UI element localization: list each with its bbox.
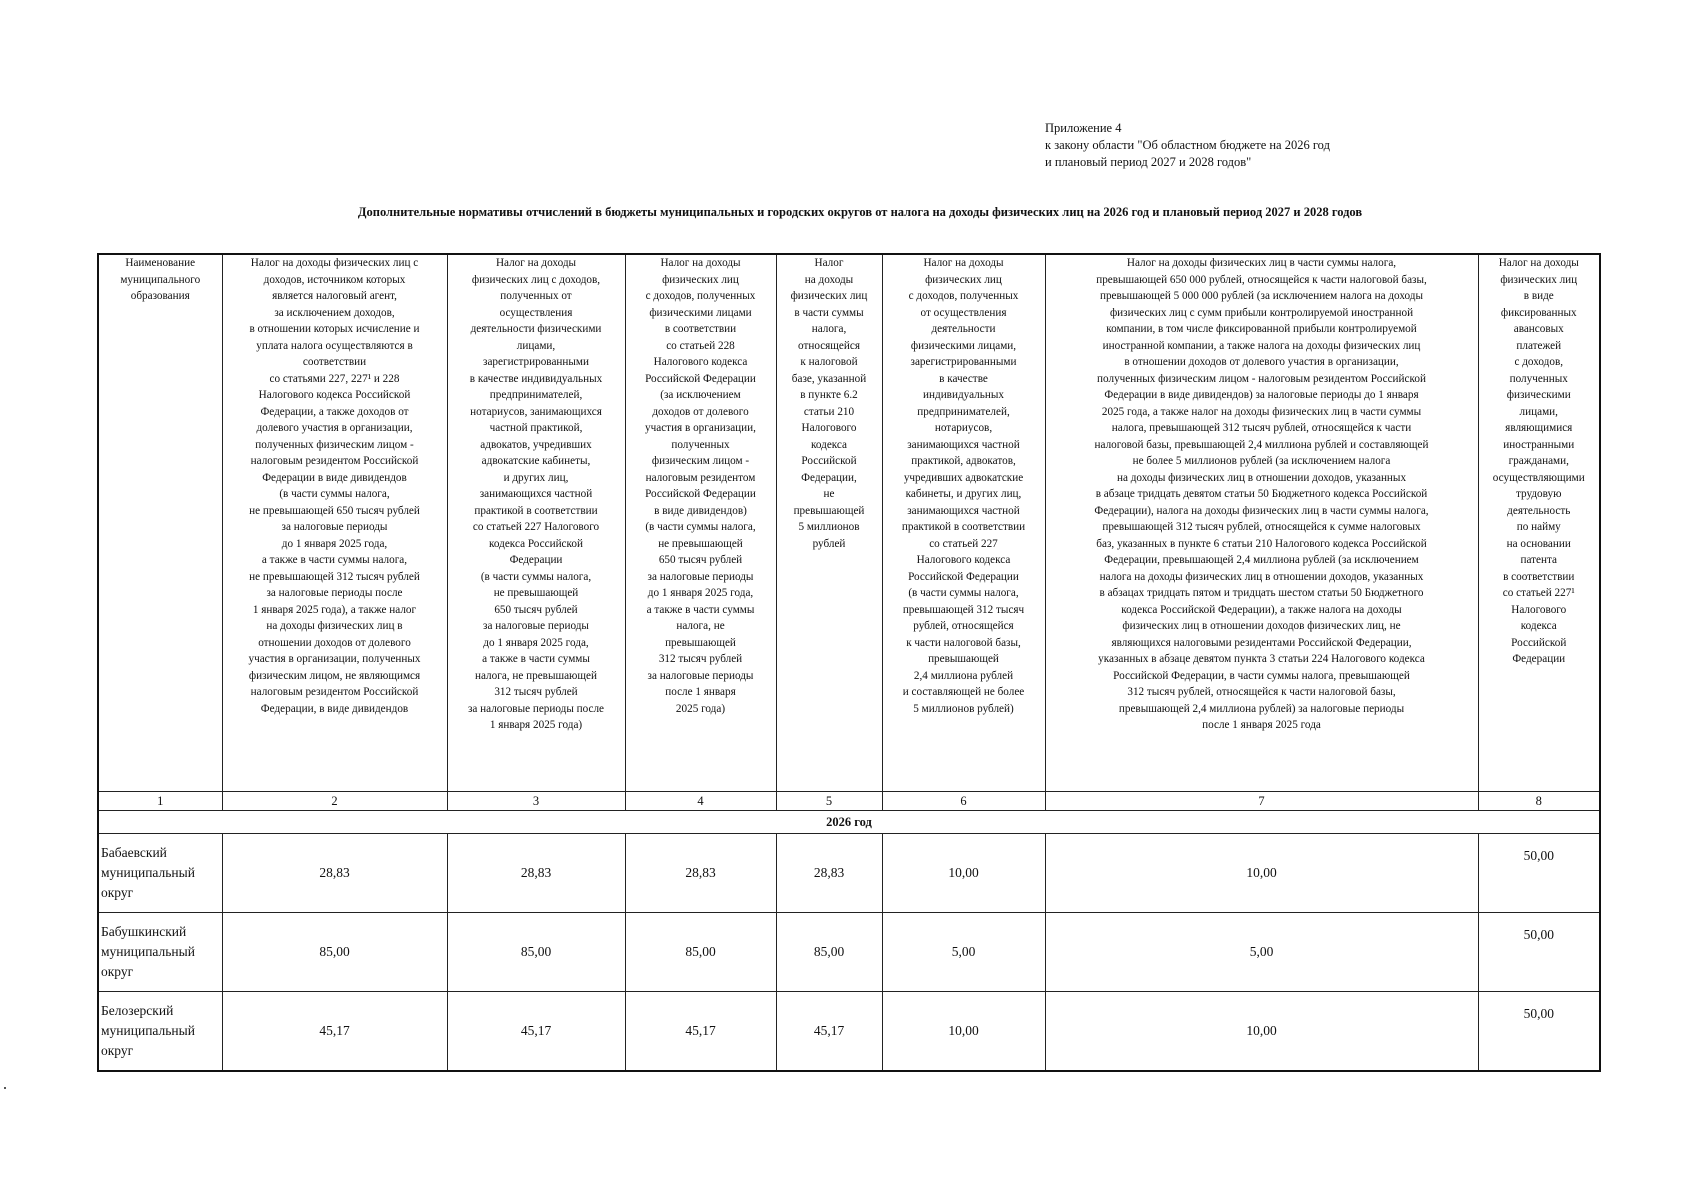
table-row (98, 913, 1600, 992)
appendix-line-1: Приложение 4 (1045, 121, 1122, 135)
column-number: 3 (447, 792, 625, 811)
column-header-text: Налог на доходы физических лиц с доходов, источником которых является налоговый агент, за исключением доходов, в отношении которых исчисление и уплата налога осуществляются в соответствии со статьями 227, 227¹ и 228 Налогового кодекса Российской Федерации, а также доходов от долевого участия в организации, полученных физическим лицом - налоговым резидентом Российской Федерации в виде дивидендов (в части суммы налога, не превышающей 650 тысяч рублей за налоговые периоды до 1 января 2025 года, а также в части суммы налога, не превышающей 312 тысяч рублей за налоговые периоды после 1 января 2025 года), а также налог на доходы физических лиц в отношении доходов от долевого участия в организации, полученных физическим лицом, не являющимся налоговым резидентом Российской Федерации, в виде дивидендов (248, 257, 421, 715)
column-header (447, 254, 625, 792)
appendix-note (1045, 120, 1330, 171)
table-cell: 85,00 (776, 913, 882, 992)
table-cell: 50,00 (1478, 834, 1600, 913)
column-number: 6 (882, 792, 1045, 811)
column-number: 4 (625, 792, 776, 811)
table-cell: 10,00 (1045, 834, 1478, 913)
table-cell: 45,17 (776, 992, 882, 1072)
column-header (882, 254, 1045, 792)
scan-mark (4, 1087, 6, 1089)
column-header-text: Налог на доходы физических лиц с доходов, полученных физическими лицами в соответствии со статьей 228 Налогового кодекса Российской Федерации (за исключением доходов от долевого участия в организации, полученных физическим лицом - налоговым резидентом Российской Федерации в виде дивидендов) (в части суммы налога, не превышающей 650 тысяч рублей за налоговые периоды до 1 января 2025 года, а также в части суммы налога, не превышающей 312 тысяч рублей за налоговые периоды после 1 января 2025 года) (645, 257, 756, 715)
norms-table (97, 253, 1601, 1072)
column-number: 7 (1045, 792, 1478, 811)
table-cell: 28,83 (776, 834, 882, 913)
table-row (98, 834, 1600, 913)
column-number: 5 (776, 792, 882, 811)
header-row (98, 254, 1600, 792)
column-header (98, 254, 222, 792)
table-cell: 85,00 (625, 913, 776, 992)
table-cell: 85,00 (222, 913, 447, 992)
column-header-text: Налог на доходы физических лиц в части суммы налога, относящейся к налоговой базе, указанной в пункте 6.2 статьи 210 Налогового кодекса Российской Федерации, не превышающей 5 миллионов рублей (790, 257, 868, 550)
municipality-name: Бабаевский муниципальный округ (98, 834, 222, 913)
municipality-name: Белозерский муниципальный округ (98, 992, 222, 1072)
table-cell: 85,00 (447, 913, 625, 992)
column-header (1478, 254, 1600, 792)
year-label: 2026 год (98, 811, 1600, 834)
table-cell: 5,00 (882, 913, 1045, 992)
column-header (222, 254, 447, 792)
year-row (98, 811, 1600, 834)
appendix-line-3: и плановый период 2027 и 2028 годов" (1045, 155, 1252, 169)
column-number: 1 (98, 792, 222, 811)
municipality-name: Бабушкинский муниципальный округ (98, 913, 222, 992)
column-header-text: Налог на доходы физических лиц с доходов, полученных от осуществления деятельности физическими лицами, зарегистрированными в качестве индивидуальных предпринимателей, нотариусов, занимающихся частной практикой, адвокатов, учредивших адвокатские кабинеты, и других лиц, занимающихся частной практикой в соответствии со статьей 227 Налогового кодекса Российской Федерации (в части суммы налога, не превышающей 650 тысяч рублей за налоговые периоды до 1 января 2025 года, а также в части суммы налога, не превышающей 312 тысяч рублей за налоговые периоды после 1 января 2025 года) (467, 257, 605, 731)
table-cell: 10,00 (882, 992, 1045, 1072)
column-header-text: Налог на доходы физических лиц в части суммы налога, превышающей 650 000 рублей, относящейся к части налоговой базы, превышающей 5 000 000 рублей (за исключением налога на доходы физических лиц с сумм прибыли контролируемой иностранной компании, в том числе фиксированной прибыли контролируемой иностранной компании, а также налога на доходы физических лиц в отношении доходов от долевого участия в организации, полученных физическим лицом - налоговым резидентом Российской Федерации в виде дивидендов) за налоговые периоды до 1 января 2025 года, а также налог на доходы физических лиц в части суммы налога, превышающей 312 тысяч рублей, относящейся к части налоговой базы, превышающей 2,4 миллиона рублей и составляющей не более 5 миллионов рублей (за исключением налога на доходы физических лиц в отношении доходов, указанных в абзаце тридцать девятом статьи 50 Бюджетного кодекса Российской Федерации), налога на доходы физических лиц в части суммы налога, превышающей 312 тысяч рублей, относящейся к сумме налоговых баз, указанных в пункте 6 статьи 210 Налогового кодекса Российской Федерации, превышающей 2,4 миллиона рублей (за исключением налога на доходы физических лиц в отношении доходов, указанных в абзацах тридцать пятом и тридцать шестом статьи 50 Бюджетного кодекса Российской Федерации), а также налога на доходы физических лиц в отношении доходов физических лиц, не являющихся налоговыми резидентами Российской Федерации, указанных в абзаце девятом пункта 3 статьи 224 Налогового кодекса Российской Федерации, в части суммы налога, превышающей 312 тысяч рублей, относящейся к части налоговой базы, превышающей 2,4 миллиона рублей) за налоговые периоды после 1 января 2025 года (1094, 257, 1429, 731)
column-header (1045, 254, 1478, 792)
table-cell: 50,00 (1478, 992, 1600, 1072)
appendix-line-2: к закону области "Об областном бюджете на 2026 год (1045, 138, 1330, 152)
column-header-text: Налог на доходы физических лиц с доходов, полученных от осуществления деятельности физическими лицами, зарегистрированными в качестве индивидуальных предпринимателей, нотариусов, занимающихся частной практикой, адвокатов, учредивших адвокатские кабинеты, и других лиц, занимающихся частной практикой в соответствии со статьей 227 Налогового кодекса Российской Федерации (в части суммы налога, превышающей 312 тысяч рублей, относящейся к части налоговой базы, превышающей 2,4 миллиона рублей и составляющей не более 5 миллионов рублей) (901, 257, 1026, 715)
table-row (98, 992, 1600, 1072)
column-number: 8 (1478, 792, 1600, 811)
table-cell: 28,83 (625, 834, 776, 913)
table-cell: 5,00 (1045, 913, 1478, 992)
column-number: 2 (222, 792, 447, 811)
table-cell: 45,17 (625, 992, 776, 1072)
column-header (776, 254, 882, 792)
column-header-text: Наименование муниципального образования (120, 257, 201, 302)
table-cell: 10,00 (1045, 992, 1478, 1072)
column-number-row (98, 792, 1600, 811)
table-cell: 28,83 (447, 834, 625, 913)
column-header (625, 254, 776, 792)
table-cell: 45,17 (222, 992, 447, 1072)
table-cell: 28,83 (222, 834, 447, 913)
table-cell: 50,00 (1478, 913, 1600, 992)
column-header-text: Налог на доходы физических лиц в виде фиксированных авансовых платежей с доходов, полученных физическими лицами, являющимися иностранными гражданами, осуществляющими трудовую деятельность по найму на основании патента в соответствии со статьей 227¹ Налогового кодекса Российской Федерации (1492, 257, 1585, 665)
table-cell: 10,00 (882, 834, 1045, 913)
table-cell: 45,17 (447, 992, 625, 1072)
document-title: Дополнительные нормативы отчислений в бюджеты муниципальных и городских округов от налога на доходы физических лиц на 2026 год и плановый период 2027 и 2028 годов (357, 205, 1363, 219)
